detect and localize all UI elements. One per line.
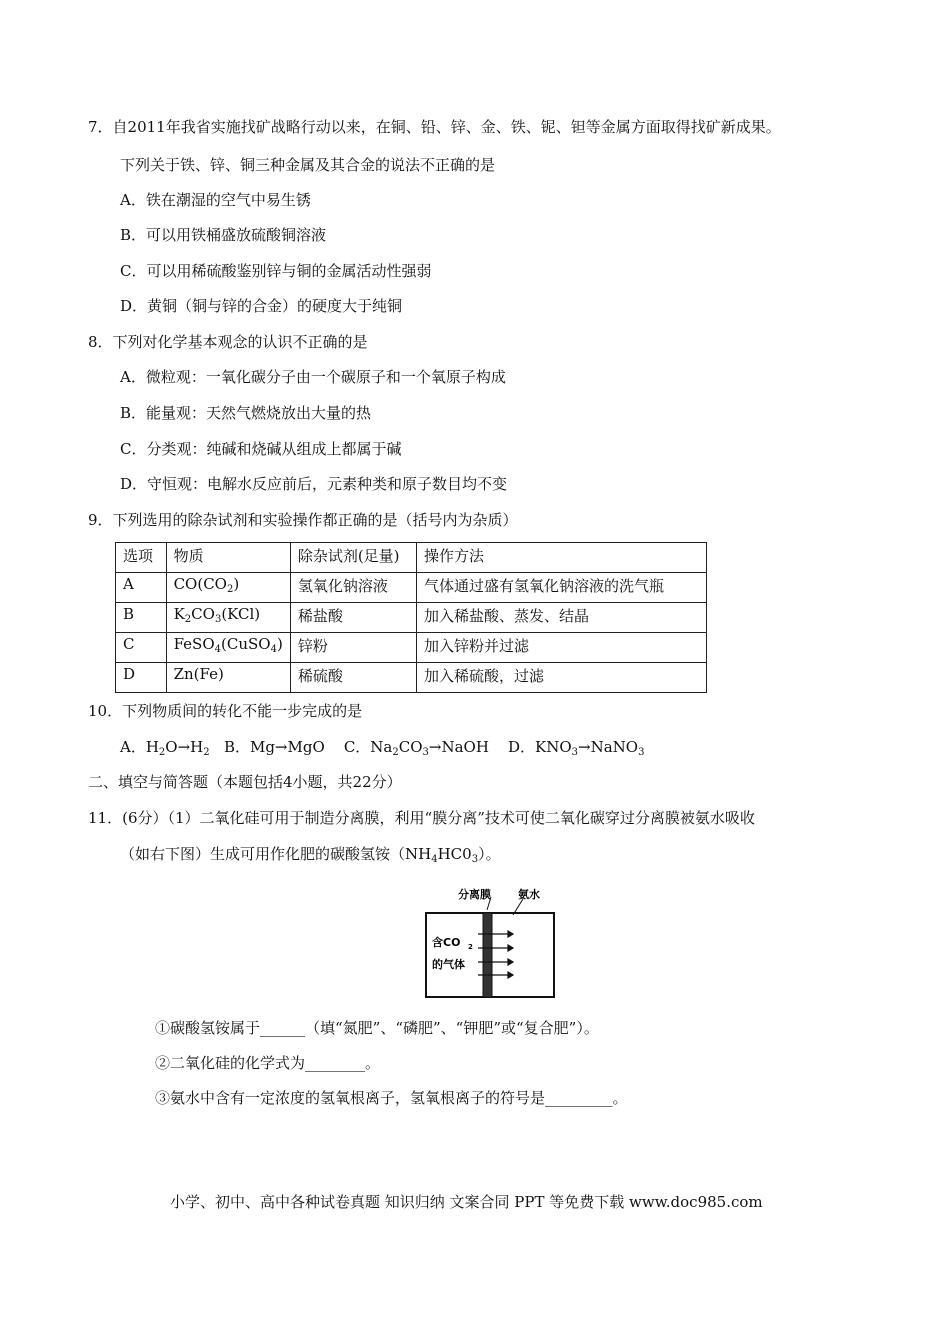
q7-option-b: B．可以用铁桶盛放硫酸铜溶液: [120, 226, 327, 244]
svg-text:含CO: 含CO: [432, 936, 461, 949]
q10-option-b: B．Mg→MgO: [223, 738, 325, 756]
q10-option-a: A．$H_2O\to H_2$: [120, 738, 210, 758]
table-row: [116, 663, 707, 693]
q11-stem: 11．(6分）（1）二氧化硅可用于制造分离膜，利用“膜分离”技术可使二氧化碳穿过分离膜被氨水吸收: [88, 809, 755, 827]
q8-option-c: C．分类观：纯碱和烧碱从组成上都属于碱: [120, 440, 402, 458]
q7-option-d: D．黄铜（铜与锌的合金）的硬度大于纯铜: [120, 297, 403, 315]
q7-option-a: A．铁在潮湿的空气中易生锈: [120, 191, 311, 209]
q11-sub-question-3: ③氨水中含有一定浓度的氢氧根离子，氢氧根离子的符号是_________。: [155, 1089, 628, 1107]
header-option: 选项: [116, 543, 167, 573]
row-reagent: 锌粉: [290, 633, 416, 663]
q10-option-d: D．$KNO_3\to NaNO_3$: [508, 738, 645, 758]
svg-text:的气体: 的气体: [432, 958, 465, 971]
q8-option-d: D．守恒观：电解水反应前后，元素种类和原子数目均不变: [120, 475, 508, 493]
row-reagent: 稀硫酸: [290, 663, 416, 693]
q7-option-c: C．可以用稀硫酸鉴别锌与铜的金属活动性强弱: [120, 262, 432, 280]
row-method: 加入稀盐酸、蒸发、结晶: [416, 603, 706, 633]
q9-table: [115, 542, 707, 693]
row-method: 气体通过盛有氢氧化钠溶液的洗气瓶: [416, 573, 706, 603]
table-row: [116, 633, 707, 663]
header-substance: 物质: [166, 543, 290, 573]
svg-text:分离膜: 分离膜: [458, 888, 491, 901]
header-reagent: 除杂试剂(足量): [290, 543, 416, 573]
q8-option-b: B．能量观：天然气燃烧放出大量的热: [120, 404, 372, 422]
page-footer: 小学、初中、高中各种试卷真题 知识归纳 文案合同 PPT 等免费下载 www.doc985.com: [170, 1193, 763, 1211]
row-option: D: [116, 663, 167, 693]
q7-stem-cont: 下列关于铁、锌、铜三种金属及其合金的说法不正确的是: [120, 156, 496, 174]
row-substance: FeSO$_4$(CuSO$_4$): [166, 633, 290, 663]
row-option: B: [116, 603, 167, 633]
table-row: [116, 603, 707, 633]
q10-stem: 10．下列物质间的转化不能一步完成的是: [88, 702, 363, 720]
row-substance: $CO(CO_2)$: [166, 573, 290, 603]
q7-stem: 7．自2011年我省实施找矿战略行动以来，在铜、铅、锌、金、铁、铌、钽等金属方面取得找矿新成果。: [88, 118, 781, 136]
membrane-diagram: [420, 880, 560, 1000]
row-substance: $K_2CO_3(KCl)$: [166, 603, 290, 633]
row-reagent: 稀盐酸: [290, 603, 416, 633]
q11-sub-question-1: ①碳酸氢铵属于______（填“氮肥”、“磷肥”、“钾肥”或“复合肥”）。: [155, 1019, 599, 1037]
svg-text:氨水: 氨水: [518, 888, 540, 901]
row-substance: Zn(Fe): [166, 663, 290, 693]
membrane-diagram-drawing: [420, 880, 560, 1000]
q10-options: [120, 737, 644, 757]
row-method: 加入锌粉并过滤: [416, 633, 706, 663]
q8-stem: 8．下列对化学基本观念的认识不正确的是: [88, 333, 368, 351]
row-method: 加入稀硫酸，过滤: [416, 663, 706, 693]
table-row: [116, 573, 707, 603]
row-option: C: [116, 633, 167, 663]
q9-stem: 9．下列选用的除杂试剂和实验操作都正确的是（括号内为杂质）: [88, 511, 518, 529]
svg-text:2: 2: [468, 943, 473, 951]
row-reagent: 氢氧化钠溶液: [290, 573, 416, 603]
table-header-row: [116, 543, 707, 573]
row-option: A: [116, 573, 167, 603]
header-method: 操作方法: [416, 543, 706, 573]
q10-option-c: C．$Na_2CO_3\to NaOH$: [343, 738, 489, 758]
section-heading: 二、填空与简答题（本题包括4小题，共22分）: [88, 773, 402, 791]
q8-option-a: A．微粒观：一氧化碳分子由一个碳原子和一个氧原子构成: [120, 368, 506, 386]
q11-stem-cont: （如右下图）生成可用作化肥的碳酸氢铵$(NH_4HC0_3)$。: [120, 845, 501, 865]
q11-sub-question-2: ②二氧化硅的化学式为________。: [155, 1054, 381, 1072]
